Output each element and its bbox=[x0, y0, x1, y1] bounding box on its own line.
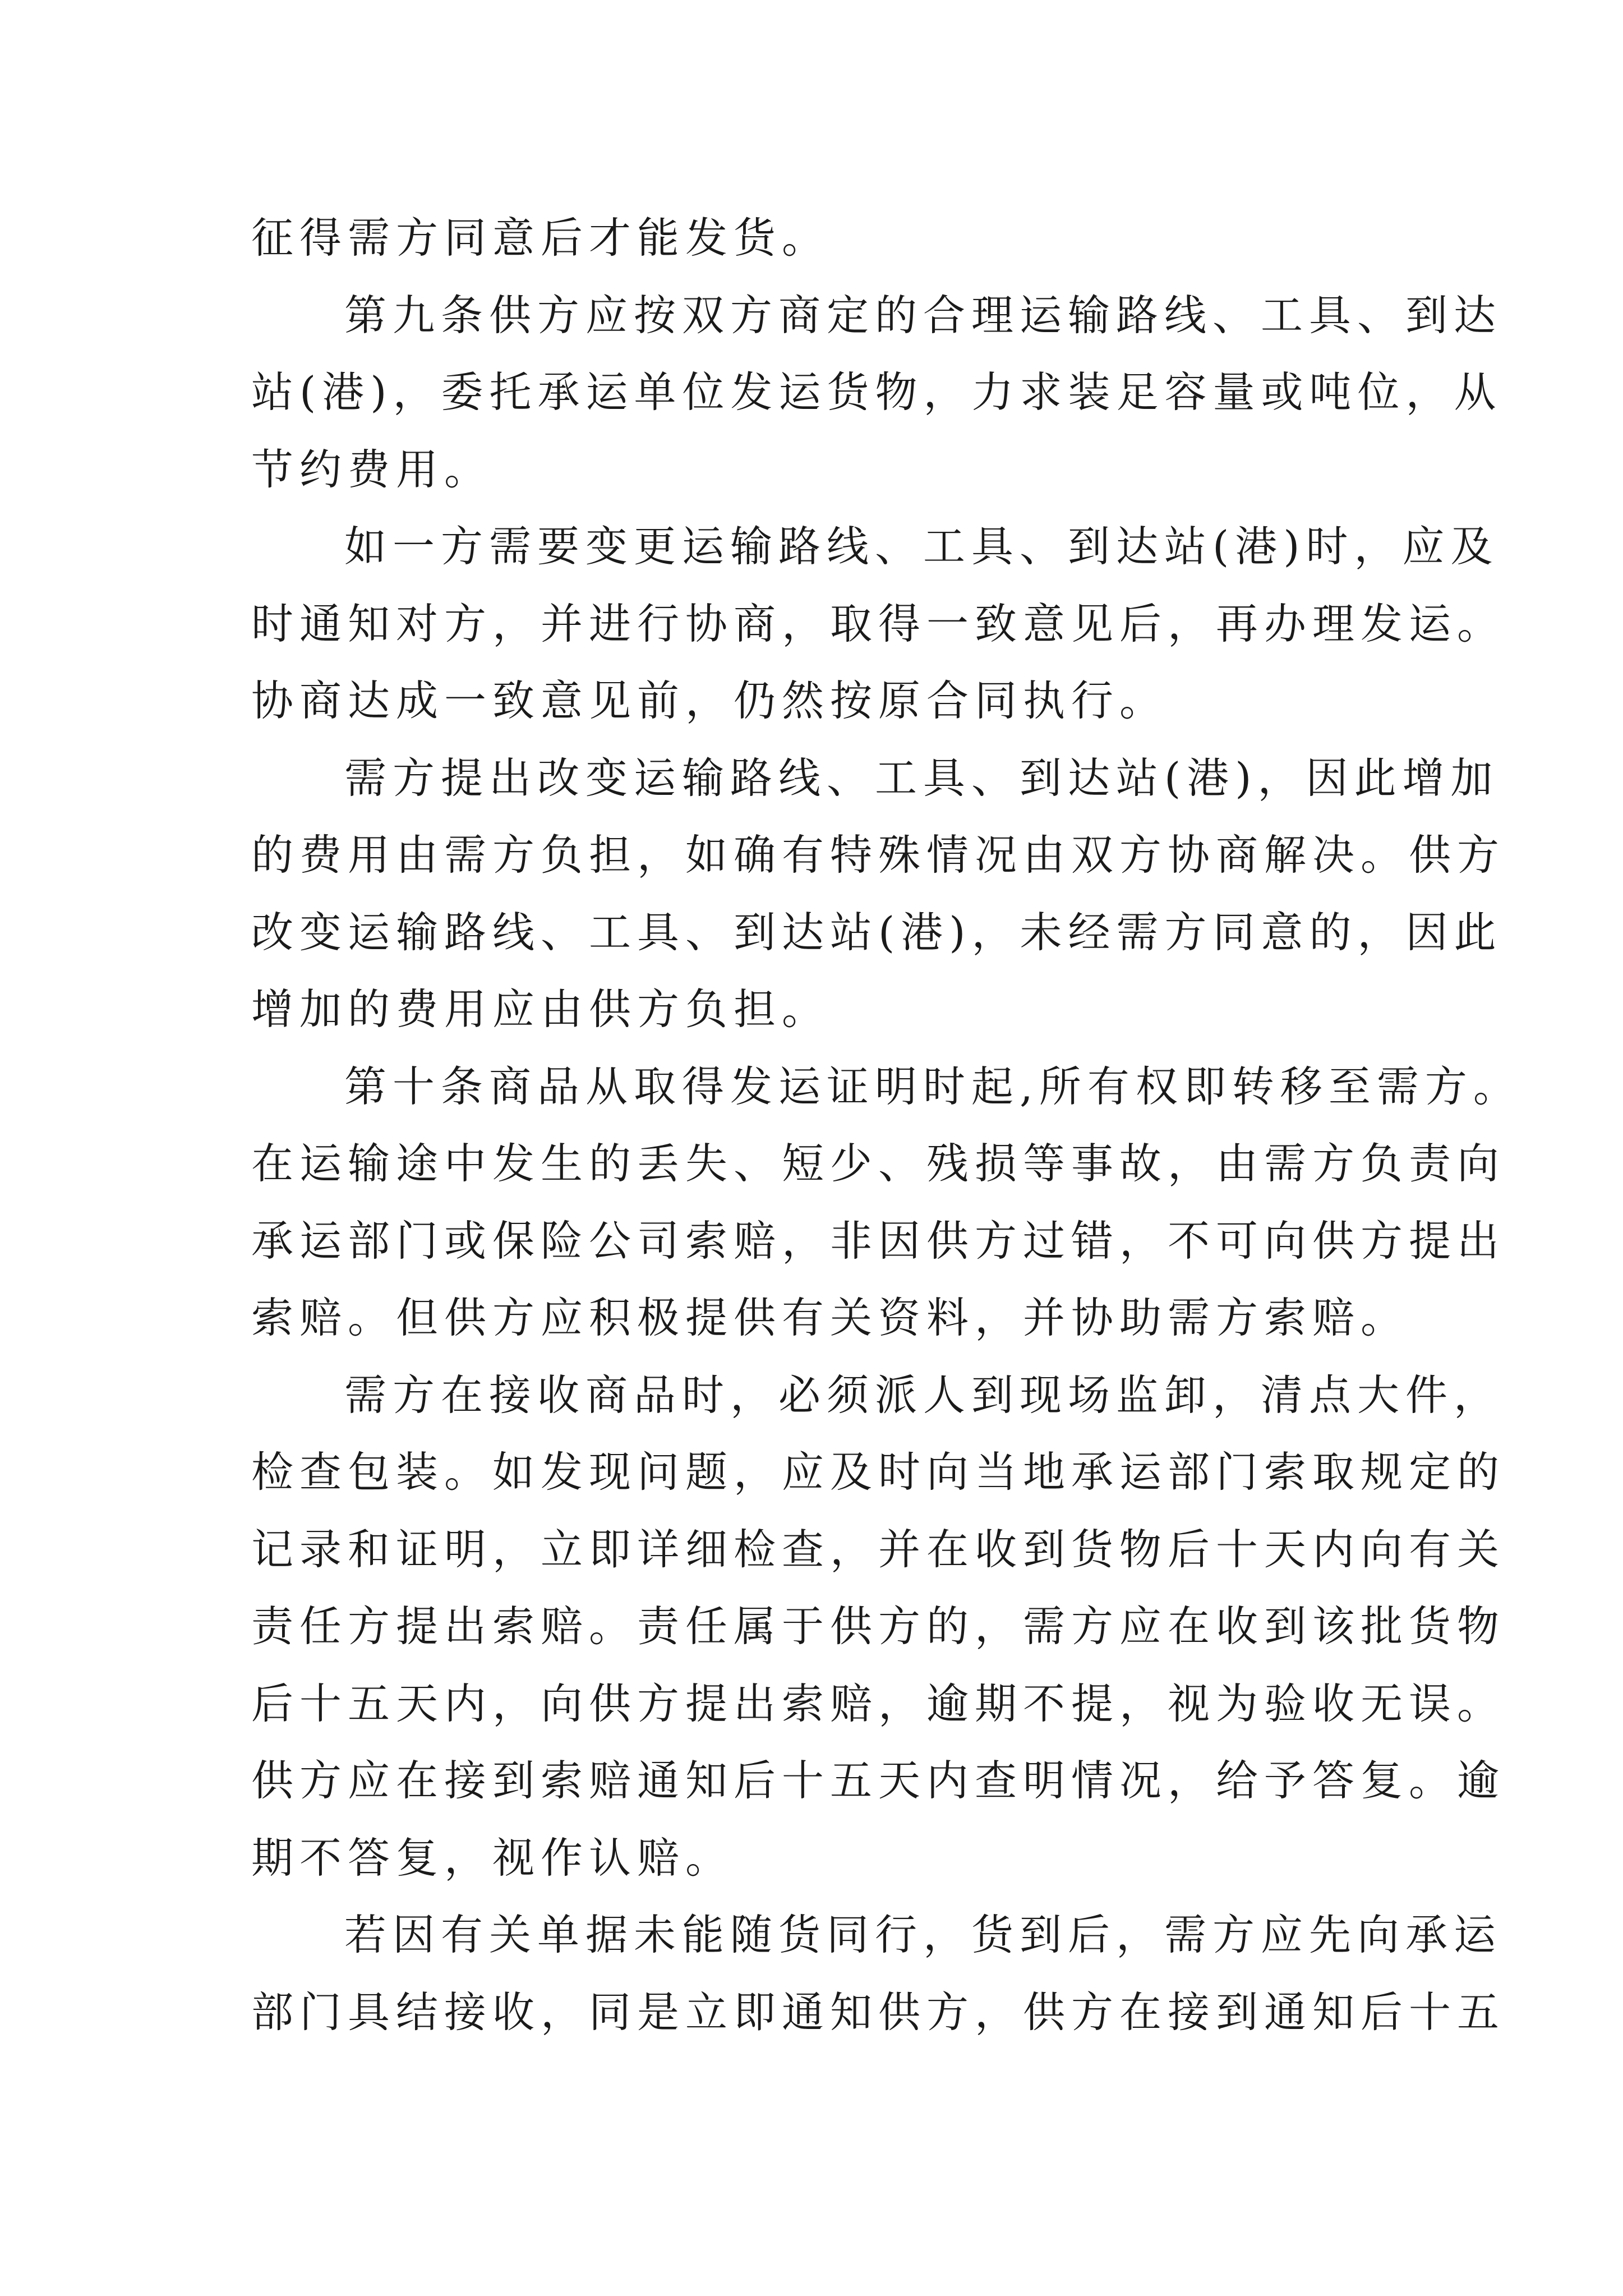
text-line: 索赔。但供方应积极提供有关资料，并协助需方索赔。 bbox=[251, 1293, 1409, 1342]
text-line: 征得需方同意后才能发货。 bbox=[251, 213, 831, 263]
paragraph-start: 如一方需要变更运输路线、工具、到达站(港)时，应及 bbox=[344, 522, 1499, 571]
paragraph-start: 若因有关单据未能随货同行，货到后，需方应先向承运 bbox=[344, 1910, 1502, 1959]
text-line: 记录和证明，立即详细检查，并在收到货物后十天内向有关 bbox=[251, 1524, 1506, 1574]
text-line: 协商达成一致意见前，仍然按原合同执行。 bbox=[251, 676, 1168, 725]
text-line: 站(港)，委托承运单位发运货物，力求装足容量或吨位，从 bbox=[251, 367, 1502, 417]
text-line: 在运输途中发生的丢失、短少、残损等事故，由需方负责向 bbox=[251, 1139, 1506, 1188]
text-line: 的费用由需方负担，如确有特殊情况由双方协商解决。供方 bbox=[251, 830, 1506, 880]
text-line: 节约费用。 bbox=[251, 444, 493, 494]
text-line: 部门具结接收，同是立即通知供方，供方在接到通知后十五 bbox=[251, 1987, 1506, 2037]
contract-body-text bbox=[251, 200, 1521, 2051]
paragraph-article-10-start: 第十条商品从取得发运证明时起,所有权即转移至需方。 bbox=[344, 1061, 1521, 1111]
text-line: 供方应在接到索赔通知后十五天内查明情况，给予答复。逾 bbox=[251, 1756, 1506, 1805]
paragraph-start: 需方提出改变运输路线、工具、到达站(港)，因此增加 bbox=[344, 753, 1499, 803]
text-line: 期不答复，视作认赔。 bbox=[251, 1833, 734, 1883]
text-line: 承运部门或保险公司索赔，非因供方过错，不可向供方提出 bbox=[251, 1216, 1506, 1266]
paragraph-article-9-start: 第九条供方应按双方商定的合理运输路线、工具、到达 bbox=[344, 290, 1502, 340]
text-line: 改变运输路线、工具、到达站(港)，未经需方同意的，因此 bbox=[251, 907, 1502, 957]
text-line: 后十五天内，向供方提出索赔，逾期不提，视为验收无误。 bbox=[251, 1678, 1506, 1728]
paragraph-start: 需方在接收商品时，必须派人到现场监卸，清点大件， bbox=[344, 1370, 1502, 1420]
text-line: 时通知对方，并进行协商，取得一致意见后，再办理发运。 bbox=[251, 599, 1506, 648]
text-line: 责任方提出索赔。责任属于供方的，需方应在收到该批货物 bbox=[251, 1602, 1506, 1651]
text-line: 增加的费用应由供方负担。 bbox=[251, 984, 831, 1034]
text-line: 检查包装。如发现问题，应及时向当地承运部门索取规定的 bbox=[251, 1447, 1506, 1497]
